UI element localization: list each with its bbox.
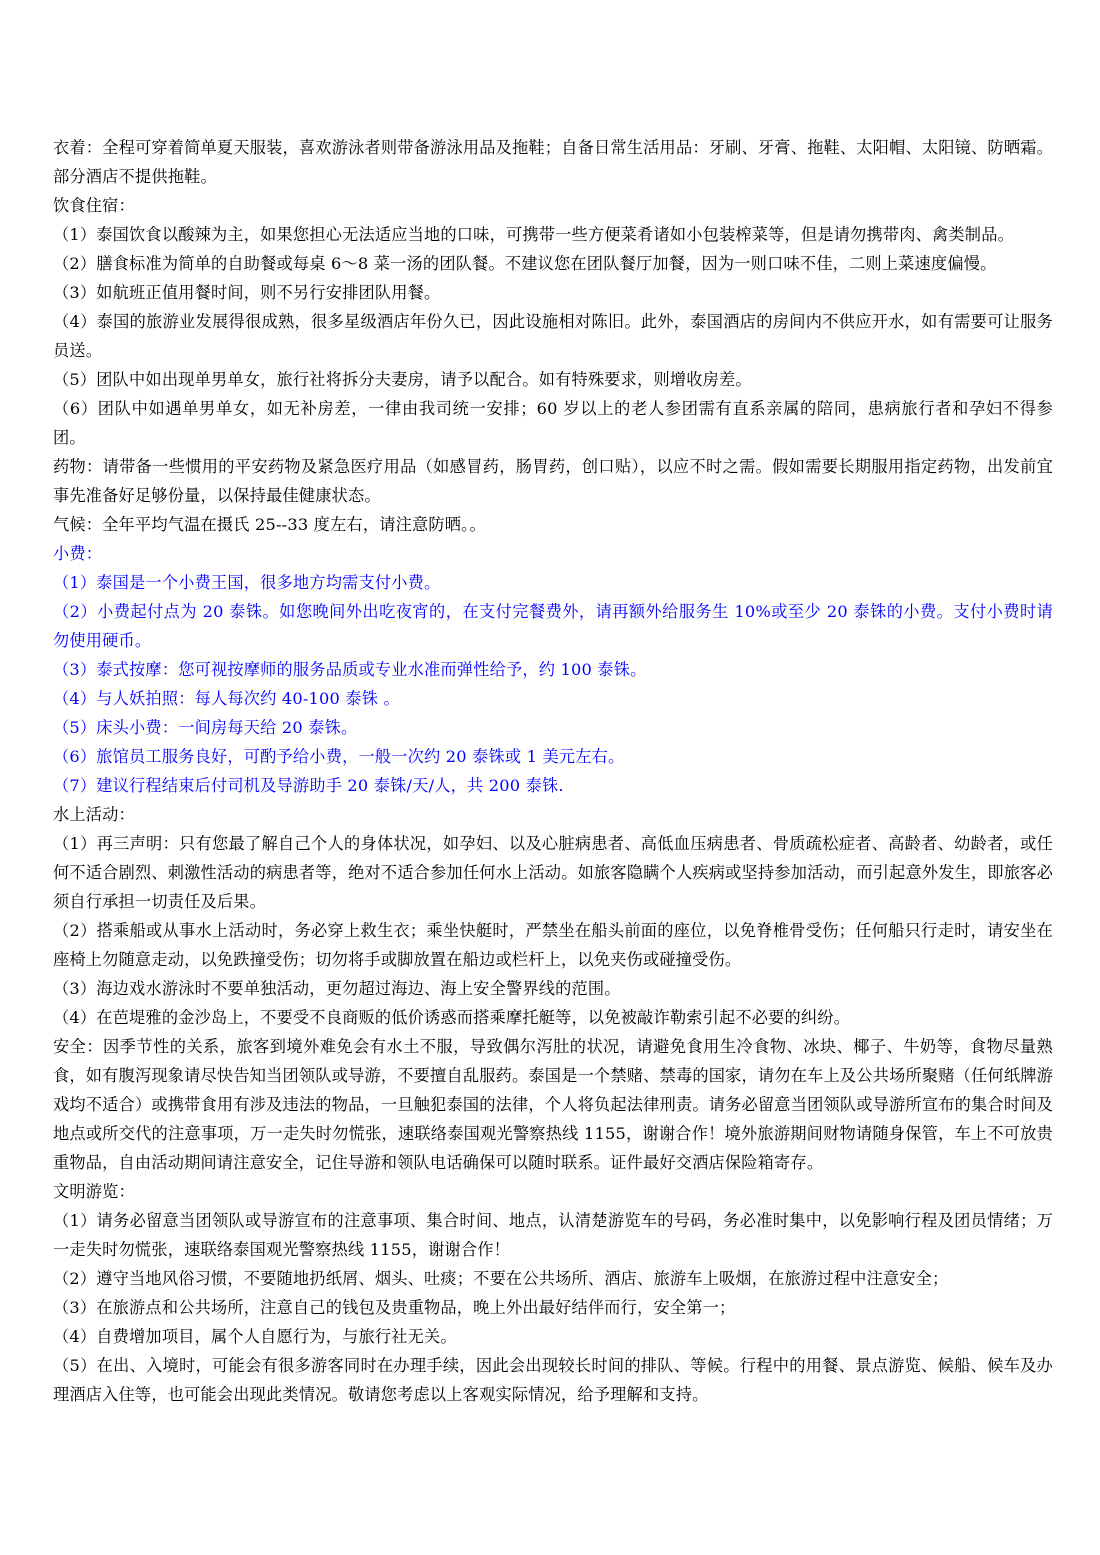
food-lodging-heading: 饮食住宿： — [53, 196, 135, 215]
tips-item: （3）泰式按摩：您可视按摩师的服务品质或专业水准而弹性给予，约 100 泰铢。 — [53, 660, 647, 679]
food-item: （1）泰国饮食以酸辣为主，如果您担心无法适应当地的口味，可携带一些方便菜肴诸如小包装榨菜等，但是请勿携带肉、禽类制品。 — [53, 225, 1014, 244]
tips-item: （1）泰国是一个小费王国，很多地方均需支付小费。 — [53, 573, 441, 592]
food-item: （2）膳食标准为简单的自助餐或每桌 6～8 菜一汤的团队餐。不建议您在团队餐厅加餐，因为一则口味不佳，二则上菜速度偏慢。 — [53, 254, 997, 273]
food-item: （5）团队中如出现单男单女，旅行社将拆分夫妻房，请予以配合。如有特殊要求，则增收房差。 — [53, 370, 752, 389]
food-item: （6）团队中如遇单男单女，如无补房差，一律由我司统一安排；60 岁以上的老人参团需有直系亲属的陪同，患病旅行者和孕妇不得参团。 — [53, 399, 1053, 447]
tips-item: （4）与人妖拍照：每人每次约 40-100 泰铢 。 — [53, 689, 400, 708]
tips-heading: 小费： — [53, 544, 103, 563]
civilized-item: （5）在出、入境时，可能会有很多游客同时在办理手续，因此会出现较长时间的排队、等候。行程中的用餐、景点游览、候船、候车及办理酒店入住等，也可能会出现此类情况。敬请您考虑以上客观实际情况，给予理解和支持。 — [53, 1356, 1053, 1404]
tips-item: （6）旅馆员工服务良好，可酌予给小费，一般一次约 20 泰铢或 1 美元左右。 — [53, 747, 625, 766]
clothing-paragraph: 衣着：全程可穿着简单夏天服装，喜欢游泳者则带备游泳用品及拖鞋；自备日常生活用品：牙刷、牙膏、拖鞋、太阳帽、太阳镜、防晒霜。部分酒店不提供拖鞋。 — [53, 138, 1053, 186]
water-item: （1）再三声明：只有您最了解自己个人的身体状况，如孕妇、以及心脏病患者、高低血压病患者、骨质疏松症者、高龄者、幼龄者，或任何不适合剧烈、刺激性活动的病患者等，绝对不适合参加任何水上活动。如旅客隐瞒个人疾病或坚持参加活动，而引起意外发生，即旅客必须自行承担一切责任及后果。 — [53, 834, 1053, 911]
food-item: （4）泰国的旅游业发展得很成熟，很多星级酒店年份久已，因此设施相对陈旧。此外，泰国酒店的房间内不供应开水，如有需要可让服务员送。 — [53, 312, 1053, 360]
water-item: （3）海边戏水游泳时不要单独活动，更勿超过海边、海上安全警界线的范围。 — [53, 979, 621, 998]
medicine-paragraph: 药物：请带备一些惯用的平安药物及紧急医疗用品（如感冒药，肠胃药，创口贴），以应不时之需。假如需要长期服用指定药物，出发前宜事先准备好足够份量，以保持最佳健康状态。 — [53, 457, 1053, 505]
civilized-item: （2）遵守当地风俗习惯，不要随地扔纸屑、烟头、吐痰；不要在公共场所、酒店、旅游车上吸烟，在旅游过程中注意安全； — [53, 1269, 949, 1288]
climate-paragraph: 气候：全年平均气温在摄氏 25--33 度左右，请注意防晒。。 — [53, 515, 486, 534]
safety-paragraph: 安全：因季节性的关系，旅客到境外难免会有水土不服，导致偶尔泻肚的状况，请避免食用生冷食物、冰块、椰子、牛奶等，食物尽量熟食，如有腹泻现象请尽快告知当团领队或导游，不要擅自乱服药。泰国是一个禁赌、禁毒的国家，请勿在车上及公共场所聚赌（任何纸牌游戏均不适合）或携带食用有涉及违法的物品，一旦触犯泰国的法律，个人将负起法律刑责。请务必留意当团领队或导游所宣布的集合时间及地点或所交代的注意事项，万一走失时勿慌张，速联络泰国观光警察热线 1155，谢谢合作！境外旅游期间财物请随身保管，车上不可放贵重物品，自由活动期间请注意安全，记住导游和领队电话确保可以随时联系。证件最好交酒店保险箱寄存。 — [53, 1037, 1053, 1172]
civilized-item: （3）在旅游点和公共场所，注意自己的钱包及贵重物品，晚上外出最好结伴而行，安全第一； — [53, 1298, 736, 1317]
water-item: （2）搭乘船或从事水上活动时，务必穿上救生衣；乘坐快艇时，严禁坐在船头前面的座位，以免脊椎骨受伤；任何船只行走时，请安坐在座椅上勿随意走动，以免跌撞受伤；切勿将手或脚放置在船边或栏杆上，以免夹伤或碰撞受伤。 — [53, 921, 1053, 969]
tips-item: （7）建议行程结束后付司机及导游助手 20 泰铢/天/人，共 200 泰铢. — [53, 776, 564, 795]
water-item: （4）在芭堤雅的金沙岛上，不要受不良商贩的低价诱惑而搭乘摩托艇等，以免被敲诈勒索引起不必要的纠纷。 — [53, 1008, 851, 1027]
water-activities-heading: 水上活动： — [53, 805, 135, 824]
civilized-item: （4）自费增加项目，属个人自愿行为，与旅行社无关。 — [53, 1327, 457, 1346]
food-item: （3）如航班正值用餐时间，则不另行安排团队用餐。 — [53, 283, 441, 302]
travel-notice-document — [53, 133, 1053, 1409]
tips-item: （2）小费起付点为 20 泰铢。如您晚间外出吃夜宵的，在支付完餐费外，请再额外给服务生 10%或至少 20 泰铢的小费。支付小费时请勿使用硬币。 — [53, 602, 1053, 650]
civilized-tour-heading: 文明游览： — [53, 1182, 135, 1201]
tips-item: （5）床头小费：一间房每天给 20 泰铢。 — [53, 718, 358, 737]
civilized-item: （1）请务必留意当团领队或导游宣布的注意事项、集合时间、地点，认清楚游览车的号码，务必准时集中，以免影响行程及团员情绪；万一走失时勿慌张，速联络泰国观光警察热线 1155，谢谢合作！ — [53, 1211, 1053, 1259]
